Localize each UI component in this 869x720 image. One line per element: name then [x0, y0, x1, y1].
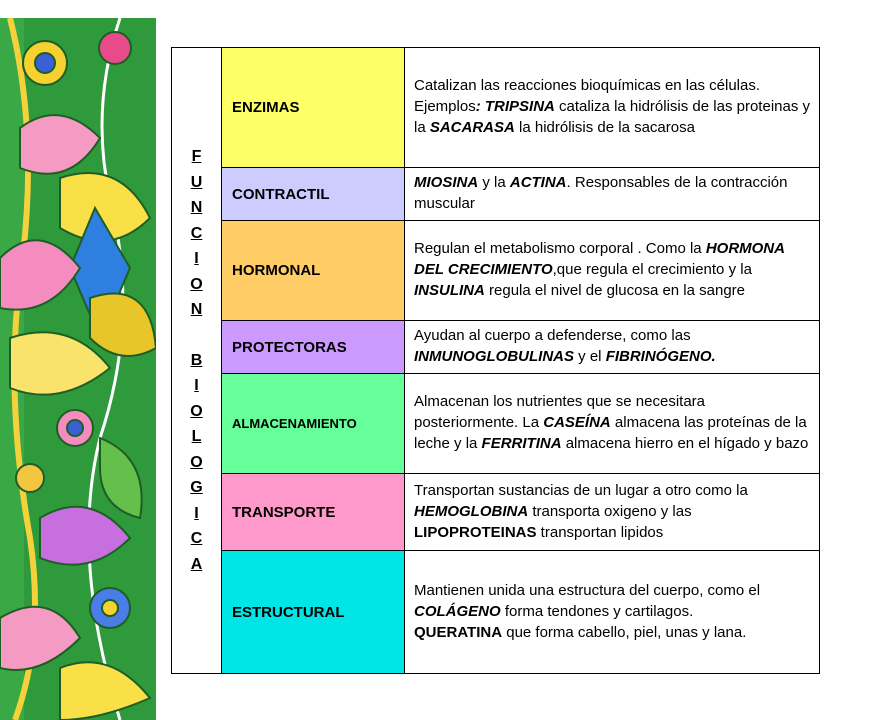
floral-pattern-image — [0, 18, 156, 720]
category-contractil: CONTRACTIL — [222, 168, 405, 221]
table-row — [172, 48, 820, 168]
title-letter: F — [191, 148, 202, 165]
category-transporte: TRANSPORTE — [222, 474, 405, 551]
category-protectoras: PROTECTORAS — [222, 321, 405, 374]
word-biologica — [172, 348, 221, 578]
vertical-title-funcion-biologica — [172, 48, 222, 674]
description-estructural: Mantienen unida una estructura del cuerpo, como el COLÁGENO forma tendones y cartilagos. QUERATINA que forma cabello, piel, unas y lana. — [405, 551, 820, 674]
title-letter: B — [190, 351, 203, 369]
title-letter: N — [190, 301, 203, 318]
description-transporte: Transportan sustancias de un lugar a otro como la HEMOGLOBINA transporta oxigeno y las LIPOPROTEINAS transportan lipidos — [405, 474, 820, 551]
category-estructural: ESTRUCTURAL — [222, 551, 405, 674]
description-contractil: MIOSINA y la ACTINA. Responsables de la contracción muscular — [405, 168, 820, 221]
description-enzimas: Catalizan las reacciones bioquímicas en las células. Ejemplos: TRIPSINA cataliza la hidrólisis de las proteinas y la SACARASA la hidrólisis de la sacarosa — [405, 48, 820, 168]
description-protectoras: Ayudan al cuerpo a defenderse, como las INMUNOGLOBULINAS y el FIBRINÓGENO. — [405, 321, 820, 374]
table-row — [172, 221, 820, 321]
table-row — [172, 168, 820, 221]
floral-decoration-strip — [0, 18, 156, 720]
title-letter: I — [194, 504, 199, 522]
description-hormonal: Regulan el metabolismo corporal . Como la HORMONA DEL CRECIMIENTO,que regula el crecimiento y la INSULINA regula el nivel de glucosa en la sangre — [405, 221, 820, 321]
title-letter: G — [190, 479, 203, 496]
word-funcion — [172, 144, 221, 323]
title-letter: I — [194, 250, 199, 267]
title-letter: O — [190, 453, 203, 471]
category-enzimas: ENZIMAS — [222, 48, 405, 168]
title-letter: O — [190, 275, 203, 293]
title-letter: A — [190, 555, 203, 573]
title-letter: O — [190, 402, 203, 420]
description-almacenamiento: Almacenan los nutrientes que se necesitara posteriormente. La CASEÍNA almacena las proteínas de la leche y la FERRITINA almacena hierro en el hígado y bazo — [405, 374, 820, 474]
protein-function-table — [171, 47, 820, 674]
title-letter: I — [194, 377, 199, 394]
table-row — [172, 474, 820, 551]
table-row — [172, 374, 820, 474]
table-row — [172, 321, 820, 374]
title-letter: N — [190, 199, 203, 216]
title-letter: C — [190, 530, 203, 547]
category-hormonal: HORMONAL — [222, 221, 405, 321]
title-letter: L — [191, 428, 202, 445]
category-almacenamiento: ALMACENAMIENTO — [222, 374, 405, 474]
table-row — [172, 551, 820, 674]
title-letter: C — [190, 224, 203, 242]
title-letter: U — [190, 173, 203, 191]
